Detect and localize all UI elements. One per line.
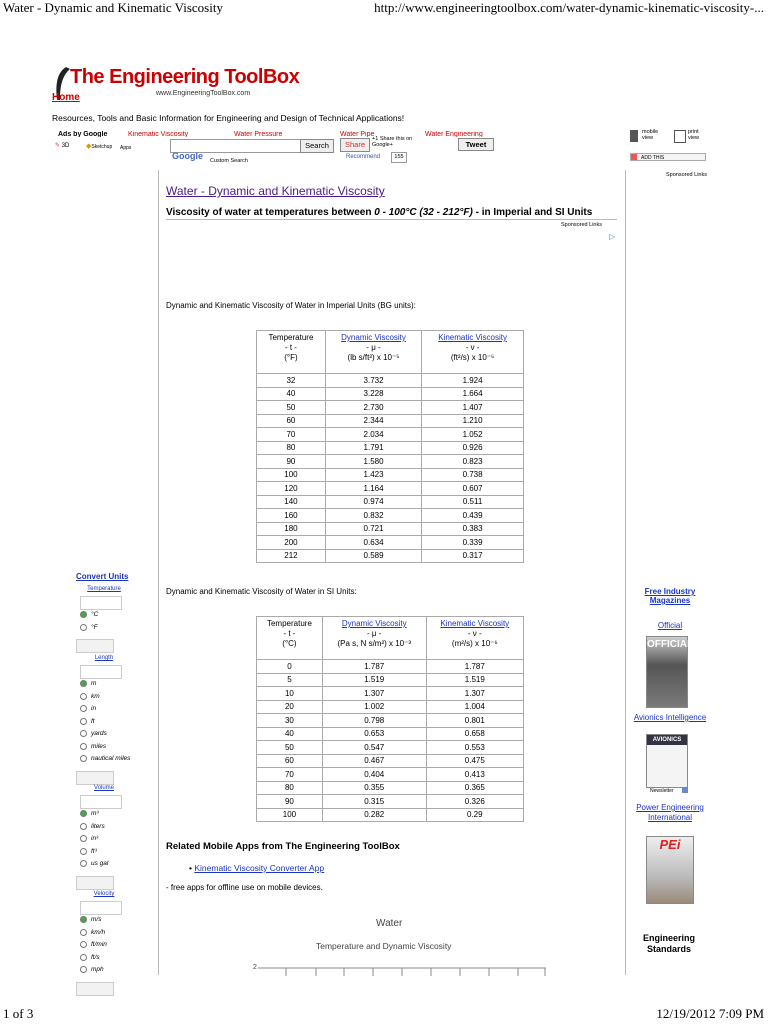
table-cell: 0.547	[322, 741, 426, 755]
mobile-icon[interactable]	[630, 130, 638, 142]
print-view-link[interactable]: print view	[688, 129, 700, 141]
table-cell: 212	[257, 549, 326, 563]
radio-icon[interactable]	[80, 860, 87, 867]
unit-option[interactable]	[80, 929, 105, 936]
table-cell: 180	[257, 522, 326, 536]
sponsored-links-article: Sponsored Links	[561, 222, 602, 228]
tweet-button[interactable]: Tweet	[458, 138, 494, 151]
table-cell: 1.924	[422, 374, 524, 388]
radio-icon[interactable]	[80, 624, 87, 631]
custom-search-label: Custom Search	[210, 158, 248, 164]
table-row	[257, 714, 524, 728]
table-cell: 0.439	[422, 509, 524, 523]
page-title-header: Water - Dynamic and Kinematic Viscosity	[3, 0, 223, 15]
table-cell: 90	[257, 795, 323, 809]
newsletter-label: Newsletter	[650, 788, 674, 794]
table-cell: 0.798	[322, 714, 426, 728]
si-header-cell	[322, 617, 426, 660]
table-cell: 3.228	[325, 387, 421, 401]
google-logo: Google	[172, 151, 203, 161]
unit-option[interactable]	[80, 916, 101, 923]
newsletter-icon	[682, 788, 688, 793]
table-cell: 60	[257, 414, 326, 428]
table-cell: 1.052	[422, 428, 524, 442]
unit-option-label: km	[91, 692, 100, 700]
table-cell: 60	[257, 754, 323, 768]
official-magazine-cover[interactable]: OFFICIAL	[646, 636, 688, 708]
site-logo[interactable]	[52, 66, 300, 106]
ad-link-water-pressure[interactable]: Water Pressure	[234, 131, 283, 137]
table-cell: 0.926	[422, 441, 524, 455]
site-url: www.EngineeringToolBox.com	[156, 90, 251, 97]
radio-icon[interactable]	[80, 693, 87, 700]
table-cell: 1.787	[322, 660, 426, 674]
table-row	[257, 808, 524, 822]
table-cell: 1.164	[325, 482, 421, 496]
unit-option[interactable]	[80, 848, 97, 855]
bullet: •	[189, 863, 192, 873]
column-title[interactable]: Kinematic Viscosity	[438, 333, 507, 342]
chart-top-axis	[258, 966, 548, 978]
table-cell: 20	[257, 700, 323, 714]
table-row	[257, 509, 524, 523]
table-cell: 3.732	[325, 374, 421, 388]
table-row	[257, 673, 524, 687]
table-cell: 0.315	[322, 795, 426, 809]
icon-3d[interactable]: ✎ 3D	[55, 143, 70, 149]
column-subtitle: - t -	[284, 343, 297, 352]
unit-value-input[interactable]	[80, 901, 122, 915]
table-cell: 0.413	[426, 768, 523, 782]
table-cell: 1.664	[422, 387, 524, 401]
table-cell: 0.404	[322, 768, 426, 782]
radio-icon[interactable]	[80, 730, 87, 737]
table-cell: 0.721	[325, 522, 421, 536]
imperial-viscosity-table	[256, 330, 524, 563]
table-row	[257, 401, 524, 415]
table-row	[257, 781, 524, 795]
table-row	[257, 687, 524, 701]
radio-icon[interactable]	[80, 966, 87, 973]
column-subtitle: (ft²/s) x 10⁻⁵	[450, 353, 495, 362]
unit-option[interactable]	[80, 954, 100, 961]
imperial-header-cell	[325, 331, 421, 374]
table-row	[257, 374, 524, 388]
table-cell: 1.004	[426, 700, 523, 714]
printer-icon[interactable]	[674, 130, 686, 143]
table-cell: 0.832	[325, 509, 421, 523]
column-subtitle: (m²/s) x 10⁻⁶	[451, 639, 498, 648]
unit-option[interactable]	[80, 680, 96, 687]
related-apps-heading: Related Mobile Apps from The Engineering ToolBox	[166, 841, 400, 852]
column-subtitle: (°C)	[282, 639, 297, 648]
radio-icon[interactable]	[80, 835, 87, 842]
table-cell: 0.589	[325, 549, 421, 563]
table-cell: 80	[257, 441, 326, 455]
table-cell: 50	[257, 401, 326, 415]
table-cell: 50	[257, 741, 323, 755]
unit-option[interactable]	[80, 705, 96, 712]
unit-option[interactable]	[80, 624, 98, 631]
power-engineering-link[interactable]: Power Engineering International	[636, 803, 704, 822]
table-cell: 1.519	[426, 673, 523, 687]
unit-group-label[interactable]: Length	[94, 655, 114, 661]
table-cell: 0.475	[426, 754, 523, 768]
table-row	[257, 495, 524, 509]
unit-option-label: nautical miles	[91, 755, 131, 763]
radio-icon[interactable]	[80, 823, 87, 830]
ads-by-google: Ads by Google	[58, 131, 108, 137]
table-row	[257, 660, 524, 674]
table-cell: 0.355	[322, 781, 426, 795]
convert-units-heading[interactable]: Convert Units	[76, 572, 129, 581]
table-cell: 140	[257, 495, 326, 509]
avionics-magazine-cover[interactable]: AVIONICS	[646, 734, 688, 788]
table-cell: 40	[257, 727, 323, 741]
search-button[interactable]: Search	[300, 139, 334, 153]
related-apps-note: - free apps for offline use on mobile devices.	[166, 883, 323, 892]
column-title[interactable]: Dynamic Viscosity	[341, 333, 406, 342]
table-cell: 1.002	[322, 700, 426, 714]
table-cell: 10	[257, 687, 323, 701]
table-cell: 160	[257, 509, 326, 523]
left-divider	[158, 170, 159, 975]
table-cell: 0.467	[322, 754, 426, 768]
sketchup-icon: ◆	[86, 143, 92, 150]
column-subtitle: (lb s/ft²) x 10⁻⁵	[347, 353, 400, 362]
unit-result-box	[76, 982, 114, 996]
unit-option-label: ft/min	[91, 941, 107, 949]
table-row	[257, 700, 524, 714]
radio-icon[interactable]	[80, 718, 87, 725]
unit-option[interactable]	[80, 693, 100, 700]
table-cell: 1.791	[325, 441, 421, 455]
unit-option[interactable]	[80, 810, 99, 817]
table-cell: 80	[257, 781, 323, 795]
radio-icon[interactable]	[80, 743, 87, 750]
radio-icon[interactable]	[80, 941, 87, 948]
engineering-standards-heading: Engineering Standards	[642, 933, 695, 954]
unit-option[interactable]	[80, 860, 108, 867]
icon-sketchup[interactable]: ◆Sketchup	[86, 143, 113, 150]
table-cell: 0.365	[426, 781, 523, 795]
table-cell: 200	[257, 536, 326, 550]
si-header-cell	[257, 617, 323, 660]
column-subtitle: - μ -	[366, 343, 381, 352]
recommend-count: 155	[391, 152, 407, 163]
table-cell: 0.974	[325, 495, 421, 509]
chart-ytick: 2	[253, 964, 257, 971]
unit-group-label[interactable]: Temperature	[87, 586, 121, 592]
column-title: Temperature	[268, 333, 314, 342]
table-cell: 1.210	[422, 414, 524, 428]
column-title[interactable]: Kinematic Viscosity	[440, 619, 510, 628]
avionics-link[interactable]: Avionics Intelligence	[633, 713, 707, 722]
table-cell: 70	[257, 768, 323, 782]
unit-option-label: us gal	[91, 860, 109, 868]
column-subtitle: - ν -	[467, 629, 482, 638]
unit-option-label: m	[91, 680, 97, 688]
unit-group-label[interactable]: Velocity	[93, 891, 115, 897]
table-cell: 1.407	[422, 401, 524, 415]
column-subtitle: - μ -	[367, 629, 382, 638]
radio-icon[interactable]	[80, 611, 87, 618]
unit-option[interactable]	[80, 941, 107, 948]
radio-icon[interactable]	[80, 810, 87, 817]
table-cell: 120	[257, 482, 326, 496]
unit-value-input[interactable]	[80, 795, 122, 809]
table-cell: 32	[257, 374, 326, 388]
table-cell: 70	[257, 428, 326, 442]
unit-result-box	[76, 639, 114, 653]
table-cell: 0.738	[422, 468, 524, 482]
table-row	[257, 387, 524, 401]
table-cell: 2.344	[325, 414, 421, 428]
table-cell: 0.282	[322, 808, 426, 822]
unit-option[interactable]	[80, 730, 107, 737]
table-cell: 1.307	[426, 687, 523, 701]
right-divider	[625, 170, 626, 975]
unit-option[interactable]	[80, 966, 104, 973]
unit-result-box	[76, 876, 114, 890]
google-plus-share[interactable]: +1 Share this on Google+	[372, 136, 413, 148]
official-link[interactable]: Official	[657, 621, 683, 630]
table-row	[257, 795, 524, 809]
si-header-row	[257, 617, 524, 660]
table-cell: 1.787	[426, 660, 523, 674]
table-cell: 40	[257, 387, 326, 401]
table-cell: 0.658	[426, 727, 523, 741]
pei-magazine-cover[interactable]: PEi	[646, 836, 694, 904]
table-cell: 30	[257, 714, 323, 728]
table-cell: 1.307	[322, 687, 426, 701]
home-link[interactable]: Home	[52, 92, 80, 103]
table-row	[257, 414, 524, 428]
column-title[interactable]: Dynamic Viscosity	[341, 619, 407, 628]
table-cell: 0.511	[422, 495, 524, 509]
kinematic-viscosity-app-link[interactable]: Kinematic Viscosity Converter App	[194, 863, 325, 873]
imperial-header-cell	[257, 331, 326, 374]
table-row	[257, 428, 524, 442]
radio-icon[interactable]	[80, 755, 87, 762]
table-row	[257, 727, 524, 741]
ad-link-kinematic[interactable]: Kinematic Viscosity	[128, 131, 189, 137]
radio-icon[interactable]	[80, 916, 87, 923]
table-cell: 0.823	[422, 455, 524, 469]
table-cell: 2.034	[325, 428, 421, 442]
table-cell: 1.519	[322, 673, 426, 687]
unit-option-label: yards	[91, 730, 107, 738]
radio-icon[interactable]	[80, 705, 87, 712]
ad-link-water-pipe[interactable]: Water Pipe	[340, 131, 375, 137]
imperial-header-cell	[422, 331, 524, 374]
unit-option[interactable]	[80, 743, 106, 750]
title-underline	[166, 219, 617, 220]
free-magazines-link[interactable]: Free Industry Magazines	[644, 587, 696, 605]
table-cell: 0	[257, 660, 323, 674]
table-cell: 0.317	[422, 549, 524, 563]
site-tagline: Resources, Tools and Basic Information for Engineering and Design of Technical Applications!	[52, 113, 405, 123]
ads-row	[58, 131, 498, 137]
table-row	[257, 522, 524, 536]
icon-apps[interactable]: Apps	[120, 145, 132, 151]
radio-icon[interactable]	[80, 680, 87, 687]
table-cell: 90	[257, 455, 326, 469]
unit-option-label: °F	[91, 623, 98, 631]
table-cell: 0.653	[322, 727, 426, 741]
article-subtitle: Viscosity of water at temperatures between 0 - 100°C (32 - 212°F) - in Imperial and SI Units	[166, 207, 593, 218]
unit-result-box	[76, 771, 114, 785]
imperial-caption: Dynamic and Kinematic Viscosity of Water in Imperial Units (BG units):	[166, 301, 416, 310]
column-subtitle: - t -	[283, 629, 296, 638]
table-row	[257, 754, 524, 768]
article-title[interactable]: Water - Dynamic and Kinematic Viscosity	[166, 184, 385, 198]
table-cell: 0.339	[422, 536, 524, 550]
table-row	[257, 441, 524, 455]
page-url-header: http://www.engineeringtoolbox.com/water-dynamic-kinematic-viscosity-...	[374, 0, 764, 15]
table-row	[257, 455, 524, 469]
radio-icon[interactable]	[80, 954, 87, 961]
table-cell: 1.423	[325, 468, 421, 482]
logo-title: The Engineering ToolBox	[70, 66, 300, 88]
si-caption: Dynamic and Kinematic Viscosity of Water in SI Units:	[166, 587, 357, 596]
table-row	[257, 468, 524, 482]
chart-title: Water	[376, 918, 403, 929]
si-header-cell	[426, 617, 523, 660]
unit-value-input[interactable]	[80, 596, 122, 610]
table-cell: 5	[257, 673, 323, 687]
adchoices-icon[interactable]: ▷	[609, 232, 616, 241]
column-subtitle: (Pa s, N s/m²) x 10⁻³	[337, 639, 412, 648]
table-row	[257, 536, 524, 550]
unit-option-label: miles	[91, 742, 107, 750]
table-row	[257, 482, 524, 496]
unit-option-label: in	[91, 705, 97, 713]
table-cell: 2.730	[325, 401, 421, 415]
unit-option-label: m³	[91, 810, 99, 818]
ad-link-water-engineering[interactable]: Water Engineering	[425, 131, 483, 137]
column-title: Temperature	[266, 619, 312, 628]
radio-icon[interactable]	[80, 929, 87, 936]
unit-option[interactable]	[80, 755, 130, 762]
si-viscosity-table	[256, 616, 524, 822]
radio-icon[interactable]	[80, 848, 87, 855]
table-cell: 0.634	[325, 536, 421, 550]
unit-option-label: mph	[91, 966, 104, 974]
unit-option-label: ft³	[91, 847, 97, 855]
unit-option[interactable]	[80, 823, 105, 830]
unit-option-label: ft/s	[91, 953, 100, 961]
table-cell: 100	[257, 808, 323, 822]
print-datetime: 12/19/2012 7:09 PM	[656, 1006, 764, 1021]
page-count: 1 of 3	[3, 1006, 34, 1021]
imperial-header-row	[257, 331, 524, 374]
table-row	[257, 549, 524, 563]
recommend-button[interactable]: Recommend	[346, 154, 381, 160]
unit-option-label: °C	[91, 611, 99, 619]
unit-option[interactable]	[80, 835, 98, 842]
unit-option[interactable]	[80, 718, 95, 725]
table-cell: 0.383	[422, 522, 524, 536]
unit-group-label[interactable]: Volume	[93, 785, 114, 791]
table-cell: 0.553	[426, 741, 523, 755]
unit-option-label: km/h	[91, 928, 106, 936]
table-row	[257, 768, 524, 782]
column-subtitle: - ν -	[465, 343, 480, 352]
pencil-icon: ✎	[55, 143, 61, 149]
addthis-button[interactable]: ADD THIS	[630, 153, 706, 161]
table-row	[257, 741, 524, 755]
table-cell: 0.607	[422, 482, 524, 496]
unit-option-label: in³	[91, 835, 99, 843]
unit-value-input[interactable]	[80, 665, 122, 679]
mobile-view-link[interactable]: mobile view	[642, 129, 659, 141]
sponsored-links-top: Sponsored Links	[666, 172, 707, 178]
unit-option-label: ft	[91, 717, 95, 725]
addthis-icon	[631, 154, 637, 160]
table-cell: 0.801	[426, 714, 523, 728]
related-app-item	[189, 863, 324, 873]
share-button[interactable]: Share	[340, 138, 370, 152]
unit-option-label: m/s	[91, 916, 102, 924]
unit-option-label: liters	[91, 822, 105, 830]
column-subtitle: (°F)	[284, 353, 298, 362]
table-cell: 100	[257, 468, 326, 482]
unit-option[interactable]	[80, 611, 98, 618]
table-cell: 0.29	[426, 808, 523, 822]
table-cell: 1.580	[325, 455, 421, 469]
chart-subtitle: Temperature and Dynamic Viscosity	[316, 941, 452, 951]
table-cell: 0.326	[426, 795, 523, 809]
